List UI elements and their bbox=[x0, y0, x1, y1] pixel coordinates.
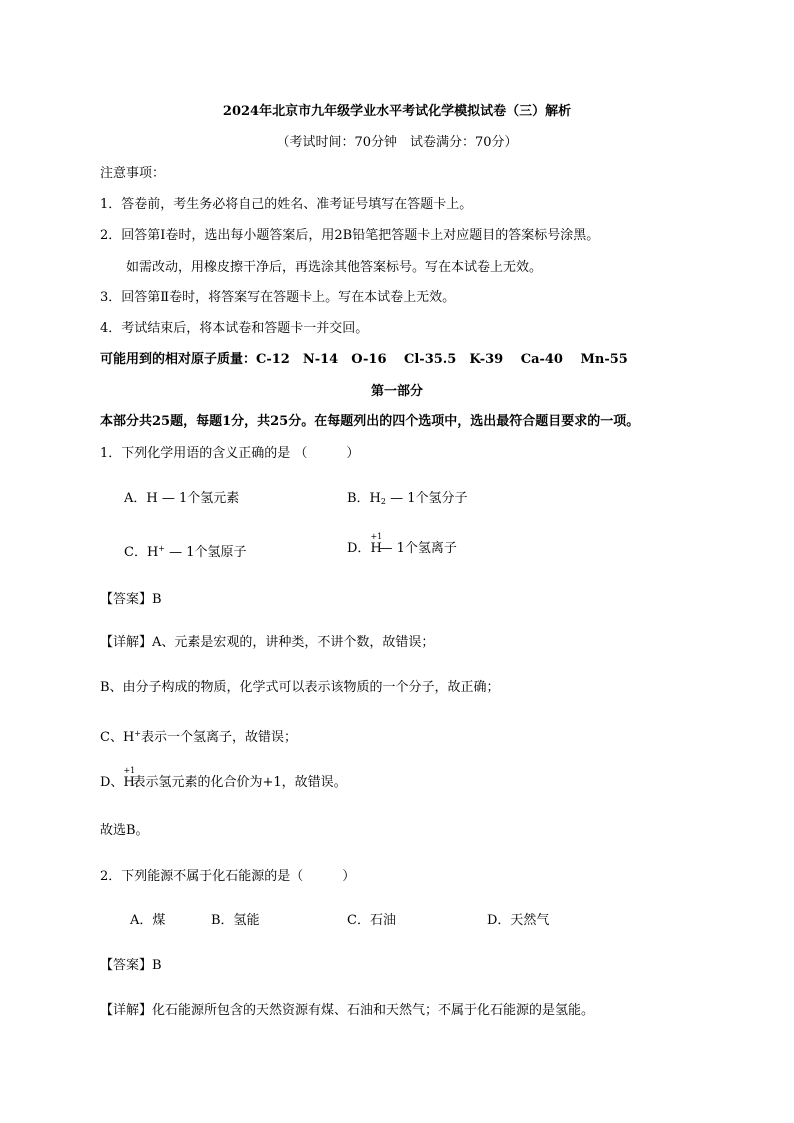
question-1-detail-d: D、 +1 H表示氢元素的化合价为+1，故错误。 bbox=[100, 766, 347, 790]
question-2-option-d: D．天然气 bbox=[487, 913, 550, 928]
notice-heading: 注意事项： bbox=[100, 166, 166, 181]
notice-item-3: 3．回答第Ⅱ卷时，将答案写在答题卡上。写在本试卷上无效。 bbox=[100, 290, 456, 305]
exam-info: （考试时间：70分钟 试卷满分：70分） bbox=[276, 135, 518, 150]
valence-notation: +1 H bbox=[123, 766, 136, 790]
question-2-option-c: C．石油 bbox=[347, 913, 396, 928]
question-1-detail-a: 【详解】A、元素是宏观的，讲种类，不讲个数，故错误； bbox=[100, 635, 435, 650]
valence-notation: +1 H bbox=[370, 532, 383, 556]
part-heading: 第一部分 bbox=[370, 384, 423, 399]
question-1-option-d: D． +1 H— 1个氢离子 bbox=[347, 532, 457, 556]
question-1-option-c: C．H+ — 1个氢原子 bbox=[124, 544, 247, 560]
question-1-conclusion: 故选B。 bbox=[100, 823, 149, 838]
atomic-masses: 可能用到的相对原子质量：C-12 N-14 O-16 Cl-35.5 K-39 Ca-40 Mn-55 bbox=[100, 352, 628, 367]
question-2-answer: 【答案】B bbox=[100, 958, 162, 973]
question-2-stem: 2．下列能源不属于化石能源的是（ ） bbox=[100, 869, 356, 884]
question-1-answer: 【答案】B bbox=[100, 592, 162, 607]
question-2-detail: 【详解】化石能源所包含的天然资源有煤、石油和天然气；不属于化石能源的是氢能。 bbox=[100, 1003, 595, 1018]
page-title: 2024年北京市九年级学业水平考试化学模拟试卷（三）解析 bbox=[222, 104, 572, 119]
question-1-detail-c: C、H+表示一个氢离子，故错误； bbox=[100, 729, 298, 745]
notice-item-4: 4．考试结束后，将本试卷和答题卡一并交回。 bbox=[100, 321, 369, 336]
question-1-option-b: B．$H_2$ — 1个氢分子 bbox=[347, 491, 468, 506]
notice-item-2-continued: 如需改动，用橡皮擦干净后，再选涂其他答案标号。写在本试卷上无效。 bbox=[126, 260, 543, 275]
question-2-option-b: B．氢能 bbox=[211, 913, 260, 928]
question-1-stem: 1．下列化学用语的含义正确的是 （ ） bbox=[100, 446, 360, 461]
part-instructions: 本部分共25题，每题1分，共25分。在每题列出的四个选项中，选出最符合题目要求的一项。 bbox=[100, 414, 640, 429]
notice-item-2: 2．回答第Ⅰ卷时，选出每小题答案后，用2B铅笔把答题卡上对应题目的答案标号涂黑。 bbox=[100, 228, 600, 243]
question-2-option-a: A．煤 bbox=[130, 913, 166, 928]
notice-item-1: 1．答卷前，考生务必将自己的姓名、准考证号填写在答题卡上。 bbox=[100, 197, 473, 212]
question-1-detail-b: B、由分子构成的物质，化学式可以表示该物质的一个分子，故正确； bbox=[100, 680, 500, 695]
question-1-option-a: A．H — 1个氢元素 bbox=[124, 491, 240, 506]
